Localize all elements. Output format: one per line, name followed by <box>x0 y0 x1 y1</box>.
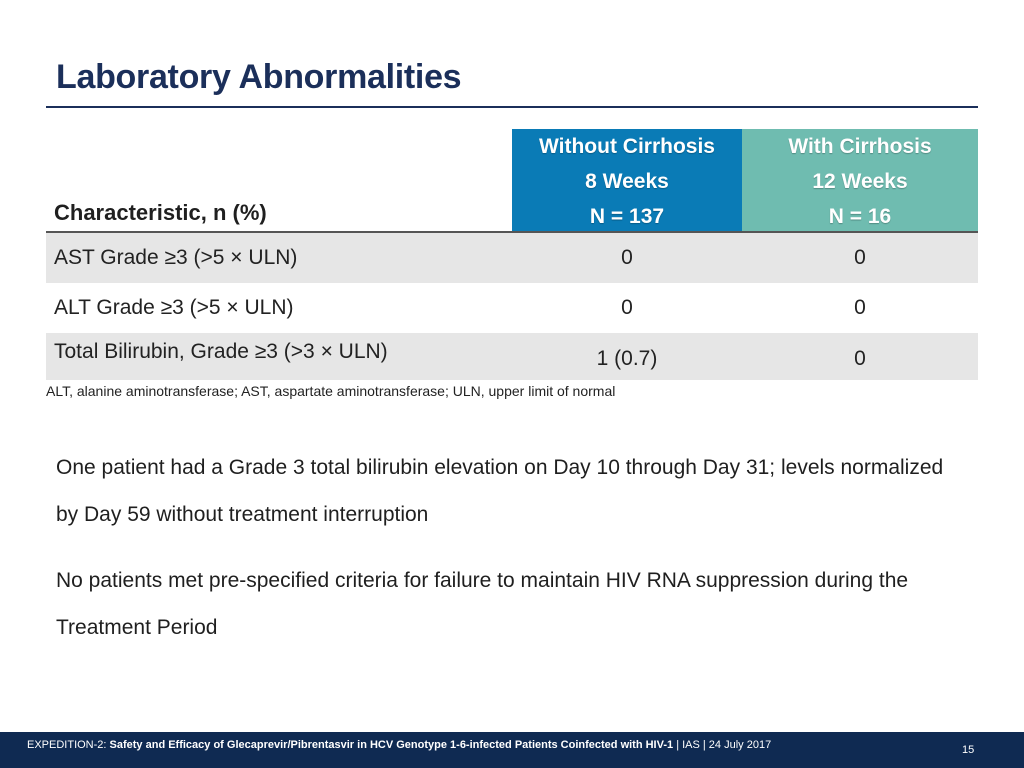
page-number: 15 <box>962 744 975 756</box>
cell-with-cirrhosis: 0 <box>854 246 866 269</box>
column-header-line2: 12 Weeks <box>812 170 908 193</box>
row-header-label: Characteristic, n (%) <box>54 200 267 225</box>
footer-bar <box>0 732 1024 768</box>
footer-study-title: Safety and Efficacy of Glecaprevir/Pibrentasvir in HCV Genotype 1-6-infected Patients Coinfected with HIV-1 <box>109 739 674 751</box>
table-row <box>46 233 978 283</box>
row-label: AST Grade ≥3 (>5 × ULN) <box>54 246 298 269</box>
cell-without-cirrhosis: 1 (0.7) <box>596 347 658 370</box>
footer-suffix: | IAS | 24 July 2017 <box>673 739 772 751</box>
bullet-text: No patients met pre-specified criteria for failure to maintain HIV RNA suppression during the Treatment Period <box>56 569 909 639</box>
footer-citation <box>27 739 771 751</box>
column-header-with-cirrhosis <box>742 129 978 231</box>
column-header-line3: N = 137 <box>589 205 665 228</box>
footer-prefix: EXPEDITION-2: <box>27 739 110 751</box>
cell-with-cirrhosis: 0 <box>854 347 866 370</box>
slide-title: Laboratory Abnormalities <box>56 58 462 96</box>
table-row <box>46 333 978 380</box>
title-divider <box>46 106 978 108</box>
row-label: Total Bilirubin, Grade ≥3 (>3 × ULN) <box>54 340 388 363</box>
column-header-line1: With Cirrhosis <box>788 135 932 158</box>
bullet-text: One patient had a Grade 3 total bilirubin elevation on Day 10 through Day 31; levels normalized by Day 59 without treatment interruption <box>56 456 944 526</box>
table-row <box>46 283 978 333</box>
column-header-without-cirrhosis <box>512 129 742 231</box>
column-header-line2: 8 Weeks <box>585 170 669 193</box>
row-label: ALT Grade ≥3 (>5 × ULN) <box>54 296 294 319</box>
cell-without-cirrhosis: 0 <box>621 296 633 319</box>
cell-without-cirrhosis: 0 <box>621 246 633 269</box>
column-header-line1: Without Cirrhosis <box>539 135 715 158</box>
table-footnote: ALT, alanine aminotransferase; AST, aspartate aminotransferase; ULN, upper limit of normal <box>46 383 616 399</box>
column-header-line3: N = 16 <box>828 205 892 228</box>
cell-with-cirrhosis: 0 <box>854 296 866 319</box>
